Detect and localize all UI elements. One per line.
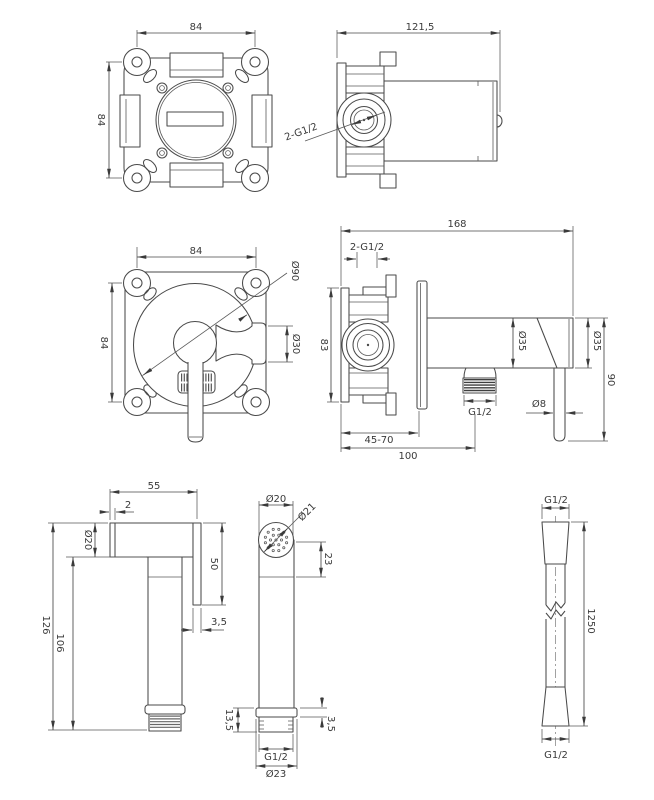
dim-handspray-side-body-height: 106 <box>54 633 65 653</box>
dim-box-front-width: 84 <box>189 22 203 33</box>
dim-mixer-side-install-depth: 45-70 <box>364 435 394 446</box>
view-mixer-side <box>318 219 616 462</box>
holder-body <box>427 318 573 368</box>
view-hose <box>542 495 596 761</box>
dim-handspray-side-head-length: 55 <box>147 481 161 492</box>
dim-mixer-side-height-below: 90 <box>605 373 616 387</box>
box-side-geometry <box>337 52 502 188</box>
dim-hose-top-thread: G1/2 <box>544 495 568 506</box>
spray-handle <box>148 557 182 707</box>
dim-mixer-side-projection: 100 <box>398 451 418 462</box>
dim-hose-length: 1250 <box>585 608 596 634</box>
box-front-geometry <box>120 49 272 192</box>
dim-handspray-side-total-height: 126 <box>40 615 51 635</box>
view-mixer-front <box>98 246 302 442</box>
view-concealed-box-front <box>95 22 272 192</box>
dim-mixer-side-outlet-thread: G1/2 <box>468 407 492 418</box>
handspray-front-geometry <box>256 523 297 733</box>
dim-handspray-front-head-depth: 23 <box>322 552 333 566</box>
handspray-side-geometry <box>110 523 201 731</box>
dim-mixer-side-spout: Ø35 <box>516 330 527 352</box>
dim-mixer-front-width: 84 <box>189 246 203 257</box>
handle-lever <box>188 362 203 442</box>
dim-handspray-side-face-cap: 2 <box>124 500 132 511</box>
dim-handspray-front-head-width: Ø20 <box>265 494 287 505</box>
dim-mixer-side-inlet-ports: 2-G1/2 <box>349 242 385 253</box>
dim-mixer-front-height: 84 <box>98 336 109 350</box>
dim-handspray-front-nut-height: 13,5 <box>223 708 234 732</box>
dim-handspray-side-clip-length: 50 <box>208 557 219 571</box>
dim-handspray-side-head-dia: Ø20 <box>82 529 93 551</box>
dim-handspray-front-face-dia: Ø21 <box>296 501 319 524</box>
dim-handspray-front-collar: 3,5 <box>325 716 336 732</box>
dim-mixer-side-total-width: 168 <box>447 219 467 230</box>
holder-pin <box>554 368 565 441</box>
view-handspray-side <box>40 481 227 731</box>
mixer-side-geometry <box>341 275 573 441</box>
hose-bottom-fitting <box>542 687 569 726</box>
dim-handspray-side-clip-thickness: 3,5 <box>211 617 227 628</box>
hose-top-fitting <box>542 522 569 564</box>
dim-handspray-front-thread: G1/2 <box>264 752 288 763</box>
dim-mixer-front-holder: Ø30 <box>290 333 301 355</box>
dim-mixer-side-body-height: 83 <box>318 338 329 352</box>
dim-mixer-side-holder: Ø35 <box>591 330 602 352</box>
dim-box-side-ports: 2-G1/2 <box>283 121 320 144</box>
dim-box-side-width: 121,5 <box>405 22 435 33</box>
view-concealed-box-side <box>283 22 502 188</box>
dim-mixer-front-plate: Ø90 <box>289 260 300 282</box>
dim-hose-bottom-thread: G1/2 <box>544 750 568 761</box>
view-handspray-front <box>223 493 336 780</box>
hose-geometry <box>542 516 569 748</box>
dim-mixer-side-rod: Ø8 <box>531 399 547 410</box>
spray-clip <box>193 523 201 605</box>
dim-box-front-height: 84 <box>95 113 106 127</box>
mixer-front-geometry <box>124 270 270 443</box>
dim-handspray-front-base-dia: Ø23 <box>265 769 287 780</box>
spray-head <box>110 523 193 557</box>
